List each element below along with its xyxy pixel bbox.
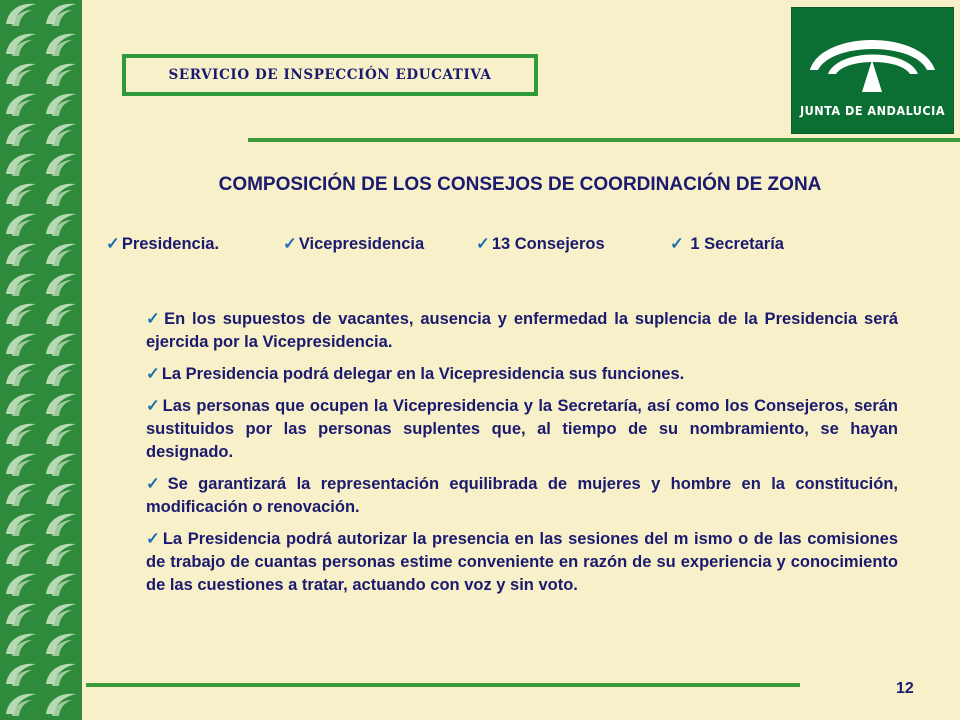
checkmark-icon: ✓ <box>670 235 684 253</box>
service-label: SERVICIO DE INSPECCIÓN EDUCATIVA <box>168 67 492 83</box>
checkmark-icon: ✓ <box>283 235 297 253</box>
checkmark-icon: ✓ <box>146 530 161 548</box>
bullet-list <box>146 308 898 606</box>
checkmark-icon: ✓ <box>476 235 490 253</box>
role-item: ✓ 13 Consejeros <box>476 235 605 253</box>
list-item: ✓ Las personas que ocupen la Vicepresidencia y la Secretaría, así como los Consejeros, serán sustituidos por las personas suplentes que, al tiempo de su nombramiento, se hayan designado. <box>146 397 898 461</box>
list-item: ✓ En los supuestos de vacantes, ausencia y enfermedad la suplencia de la Presidencia será ejercida por la Vicepresidencia. <box>146 310 899 351</box>
page-number: 12 <box>896 680 914 697</box>
decorative-side-band <box>0 0 82 720</box>
checkmark-icon: ✓ <box>146 397 161 415</box>
role-item: ✓ Presidencia. <box>106 235 220 253</box>
service-label-box <box>122 54 538 96</box>
role-item: ✓ 1 Secretaría <box>670 235 784 253</box>
junta-andalucia-logo <box>791 7 954 134</box>
top-divider <box>248 138 960 142</box>
swoosh-pattern-icon <box>0 0 82 720</box>
checkmark-icon: ✓ <box>146 475 166 493</box>
role-item: ✓ Vicepresidencia <box>283 235 425 253</box>
list-item: ✓ La Presidencia podrá autorizar la presencia en las sesiones del m ismo o de las comisiones de trabajo de cuantas personas estime conveniente en razón de su experiencia y conocimiento de las cuestiones a tratar, actuando con voz y sin voto. <box>146 530 898 594</box>
list-item: ✓ Se garantizará la representación equilibrada de mujeres y hombre en la constitución, modificación o renovación. <box>146 475 898 516</box>
bottom-divider <box>86 683 800 687</box>
slide-title: COMPOSICIÓN DE LOS CONSEJOS DE COORDINACIÓN DE ZONA <box>218 174 822 195</box>
checkmark-icon: ✓ <box>106 235 120 253</box>
list-item: ✓ La Presidencia podrá delegar en la Vicepresidencia sus funciones. <box>146 365 685 383</box>
logo-text: JUNTA DE ANDALUCIA <box>799 103 946 118</box>
checkmark-icon: ✓ <box>146 310 163 328</box>
checkmark-icon: ✓ <box>146 365 160 383</box>
